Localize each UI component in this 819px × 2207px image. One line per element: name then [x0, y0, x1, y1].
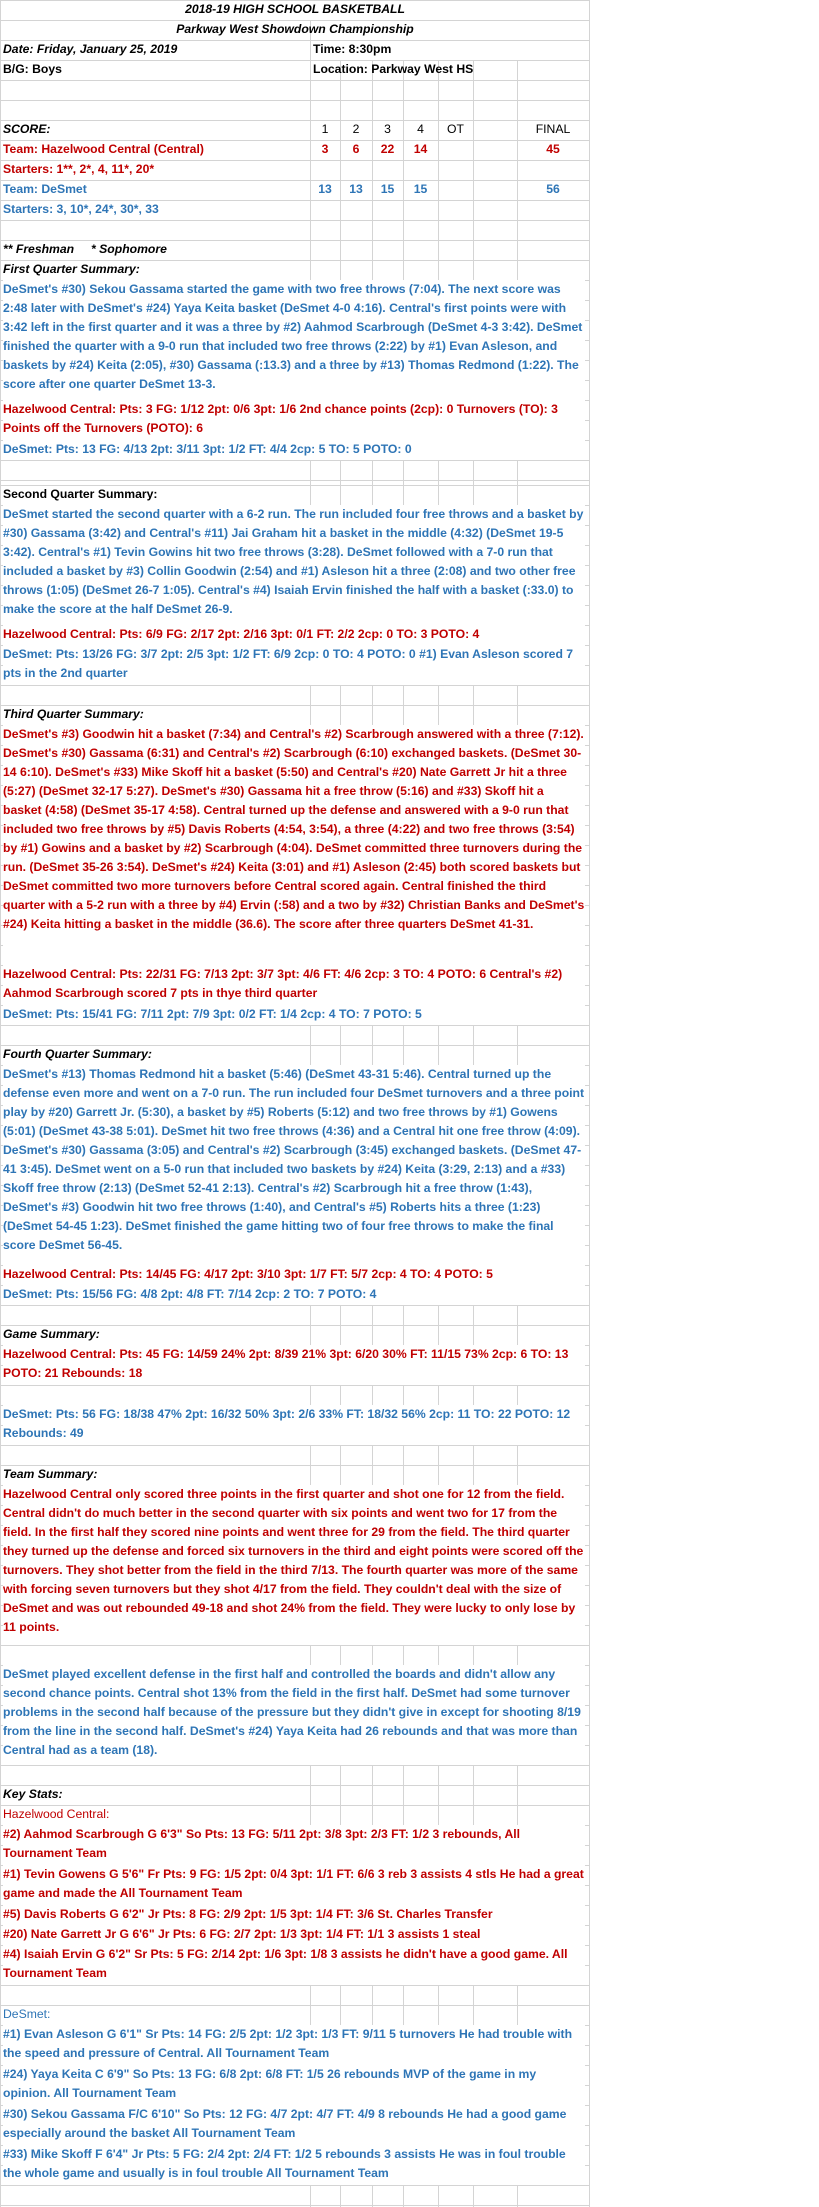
key-desmet-player: #33) Mike Skoff F 6'4" Jr Pts: 5 FG: 2/4 2pt: 2/4 FT: 1/2 5 rebounds 3 assists He was in foul trouble the whole game and usually is in foul trouble All Tournament Team: [3, 2145, 585, 2185]
q3-central-stats: Hazelwood Central: Pts: 22/31 FG: 7/13 2pt: 3/7 3pt: 4/6 FT: 4/6 2cp: 3 TO: 4 POTO: 6 Central's #2) Aahmod Scarbrough scored 7 pts in thye third quarter: [3, 965, 585, 1005]
game-time: Time: 8:30pm: [313, 42, 392, 56]
central-q4: 14: [413, 142, 428, 156]
location: Location: Parkway West HS: [313, 62, 474, 76]
grid-row-line: [0, 1985, 590, 1986]
desmet-final: 56: [546, 182, 560, 196]
team-central-summary: Hazelwood Central only scored three points in the first quarter and shot one for 12 from the field. Central didn't do much better in the second quarter with six points and went two for 17 from the field. In the first half they scored nine points and went three for 29 from the field. The third quarter they turned up the defense and forced six turnovers in the third and eight points were scored off the turnovers. They shot better from the field in the third 7/13. The fourth quarter was more of the same with forcing seven turnovers but they shot 4/17 from the field. They couldn't deal with the size of DeSmet and was out rebounded 49-18 and shot 24% from the field. They were lucky to only lose by 11 points.: [3, 1485, 585, 1645]
desmet-q1: 13: [318, 182, 332, 196]
desmet-q3: 15: [380, 182, 395, 196]
col-q1: 1: [321, 122, 329, 136]
grid-row-line: [0, 100, 590, 101]
q2-desmet-stats: DeSmet: Pts: 13/26 FG: 3/7 2pt: 2/5 3pt: 1/2 FT: 6/9 2cp: 0 TO: 4 POTO: 0 #1) Evan Asleson scored 7 pts in the 2nd quarter: [3, 645, 585, 685]
grid-row-line: [0, 80, 590, 81]
grid-row-line: [0, 1765, 590, 1766]
grid-row-line: [0, 2185, 590, 2186]
grid-line: [589, 0, 590, 2207]
desmet-starters: Starters: 3, 10*, 24*, 30*, 33: [3, 202, 159, 216]
grid-row-line: [0, 480, 590, 481]
grid-row-line: [0, 60, 590, 61]
central-q1: 3: [321, 142, 329, 156]
col-final: FINAL: [535, 122, 571, 136]
grid-line: [0, 0, 1, 2207]
game-title: Game Summary:: [3, 1327, 100, 1341]
team-desmet-name: Team: DeSmet: [3, 182, 87, 196]
grid-row-line: [0, 220, 590, 221]
grid-row-line: [0, 2205, 590, 2206]
gender: B/G: Boys: [3, 62, 62, 76]
key-central-player: #20) Nate Garrett Jr G 6'6" Jr Pts: 6 FG: 2/7 2pt: 1/3 3pt: 1/4 FT: 1/1 3 assists 1 steal: [3, 1925, 585, 1945]
col-q4: 4: [417, 122, 424, 136]
q4-central-stats: Hazelwood Central: Pts: 14/45 FG: 4/17 2pt: 3/10 3pt: 1/7 FT: 5/7 2cp: 4 TO: 4 POTO: 5: [3, 1265, 585, 1285]
key-central-player: #1) Tevin Gowens G 5'6" Fr Pts: 9 FG: 1/5 2pt: 0/4 3pt: 1/1 FT: 6/6 3 reb 3 assists 4 stls He had a great game and made the All Tournament Team: [3, 1865, 585, 1905]
key-desmet-label: DeSmet:: [3, 2007, 51, 2021]
grid-row-line: [0, 1305, 590, 1306]
q3-summary: DeSmet's #3) Goodwin hit a basket (7:34) and Central's #2) Scarbrough answered with a three (7:12). DeSmet's #30) Gassama (6:31) and Central's #2) Scarbrough (6:10) exchanged baskets. (DeSmet 30-14 6:10). DeSmet's #33) Mike Skoff hit a basket (5:50) and Central's #20) Nate Garrett Jr hit a three (5:27) (DeSmet 32-17 5:27). DeSmet's #30) Gassama hit a free throw (5:16) and #33) Skoff hit a basket (4:58) (DeSmet 35-17 4:58). Central turned up the defense and answered with a 9-0 run that included two free throws by #5) Davis Roberts (4:54, 3:54), a three (4:22) and two free throws (3:54) by #1) Gowins and a basket by #2) Scarbrough (4:04). DeSmet committed three turnovers during the run. (DeSmet 35-26 3:54). DeSmet's #24) Keita (3:01) and #1) Asleson (2:45) both scored baskets but DeSmet committed two more turnovers before Central scored again. Central finished the third quarter with a 5-2 run with a three by #4) Ervin (:58) and a two by #32) Christian Banks and DeSmet's #24) Keita hitting a basket in the middle (36.6). The score after three quarters DeSmet 41-31.: [3, 725, 585, 965]
col-q2: 2: [352, 122, 360, 136]
q1-desmet-stats: DeSmet: Pts: 13 FG: 4/13 2pt: 3/11 3pt: 1/2 FT: 4/4 2cp: 5 TO: 5 POTO: 0: [3, 440, 585, 460]
desmet-q2: 13: [349, 182, 363, 196]
q4-summary: DeSmet's #13) Thomas Redmond hit a basket (5:46) (DeSmet 43-31 5:46). Central turned up the defense even more and went on a 7-0 run. The run included four DeSmet turnovers and a three point play by #20) Garrett Jr. (5:30), a basket by #5) Roberts (5:12) and two free throws by #1) Gowens (5:01) (DeSmet 43-38 5:01). DeSmet hit two free throws (4:36) and a Central hit one free throw (4:09). DeSmet's #30) Gassama (3:05) and Central's #2) Scarbrough (3:45) exchanged baskets. (DeSmet 47-41 3:45). DeSmet went on a 5-0 run that included two baskets by #24) Keita (3:29, 2:13) and a #33) Skoff free throw (2:13) (DeSmet 52-41 2:13). Central's #2) Scarbrough hit a free throw (1:43), DeSmet's #3) Goodwin hit two free throws (1:40), and Central's #5) Roberts hits a three (1:23) (DeSmet 54-45 1:23). DeSmet finished the game hitting two of four free throws to make the final score DeSmet 56-45.: [3, 1065, 585, 1265]
q3-desmet-stats: DeSmet: Pts: 15/41 FG: 7/11 2pt: 7/9 3pt: 0/2 FT: 1/4 2cp: 4 TO: 7 POTO: 5: [3, 1005, 585, 1025]
q1-title: First Quarter Summary:: [3, 262, 140, 276]
grid-row-line: [0, 1385, 590, 1386]
central-q2: 6: [352, 142, 360, 156]
key-desmet-player: #1) Evan Asleson G 6'1" Sr Pts: 14 FG: 2/5 2pt: 1/2 3pt: 1/3 FT: 9/11 5 turnovers He had trouble with the speed and pressure of Central. All Tournament Team: [3, 2025, 585, 2065]
q1-central-stats: Hazelwood Central: Pts: 3 FG: 1/12 2pt: 0/6 3pt: 1/6 2nd chance points (2cp): 0 Turnovers (TO): 3 Points off the Turnovers (POTO): 6: [3, 400, 585, 440]
grid-row-line: [0, 120, 590, 121]
grid-row-line: [0, 1445, 590, 1446]
team-title: Team Summary:: [3, 1467, 98, 1481]
key-central-player: #5) Davis Roberts G 6'2" Jr Pts: 8 FG: 2/9 2pt: 1/5 3pt: 1/4 FT: 3/6 St. Charles Transfer: [3, 1905, 585, 1925]
game-date: Date: Friday, January 25, 2019: [3, 42, 178, 56]
game-central-stats: Hazelwood Central: Pts: 45 FG: 14/59 24% 2pt: 8/39 21% 3pt: 6/20 30% FT: 11/15 73% 2cp: 6 TO: 13 POTO: 21 Rebounds: 18: [3, 1345, 585, 1385]
desmet-q4: 15: [413, 182, 428, 196]
q2-title: Second Quarter Summary:: [3, 487, 158, 501]
key-central-player: #4) Isaiah Ervin G 6'2" Sr Pts: 5 FG: 2/14 2pt: 1/6 3pt: 1/8 3 assists he didn't have a good game. All Tournament Team: [3, 1945, 585, 1985]
grid-row-line: [0, 1645, 590, 1646]
q2-summary: DeSmet started the second quarter with a 6-2 run. The run included four free throws and a basket by #30) Gassama (3:42) and Central's #11) Jai Graham hit a basket in the middle (4:32) (DeSmet 19-5 3:42). Central's #1) Tevin Gowins hit two free throws (3:28). DeSmet followed with a 7-0 run that included a basket by #3) Collin Goodwin (2:54) and #1) Asleson hit a three (2:08) and two other free throws (1:05) (DeSmet 26-7 1:05). Central's #4) Isaiah Ervin finished the half with a basket (:33.0) to make the score at the half DeSmet 26-9.: [3, 505, 585, 625]
team-central-name: Team: Hazelwood Central (Central): [3, 142, 204, 156]
grid-row-line: [0, 1025, 590, 1026]
game-desmet-stats: DeSmet: Pts: 56 FG: 18/38 47% 2pt: 16/32 50% 3pt: 2/6 33% FT: 18/32 56% 2cp: 11 TO: 22 POTO: 12 Rebounds: 49: [3, 1405, 585, 1445]
grid-row-line: [0, 685, 590, 686]
grid-row-line: [0, 180, 590, 181]
key-central-player: #2) Aahmod Scarbrough G 6'3" So Pts: 13 FG: 5/11 2pt: 3/8 3pt: 2/3 FT: 1/2 3 rebounds, All Tournament Team: [3, 1825, 585, 1865]
q3-title: Third Quarter Summary:: [3, 707, 144, 721]
grid-row-line: [0, 1785, 590, 1786]
season-title: 2018-19 HIGH SCHOOL BASKETBALL: [185, 2, 405, 16]
q4-desmet-stats: DeSmet: Pts: 15/56 FG: 4/8 2pt: 4/8 FT: 7/14 2cp: 2 TO: 7 POTO: 4: [3, 1285, 585, 1305]
event-title: Parkway West Showdown Championship: [176, 22, 414, 36]
key-title: Key Stats:: [3, 1787, 63, 1801]
legend: ** Freshman * Sophomore: [3, 242, 167, 256]
col-ot: OT: [447, 122, 464, 136]
central-final: 45: [546, 142, 560, 156]
grid-row-line: [0, 2005, 590, 2006]
col-q3: 3: [384, 122, 391, 136]
key-desmet-player: #24) Yaya Keita C 6'9" So Pts: 13 FG: 6/8 2pt: 6/8 FT: 1/5 26 rebounds MVP of the game in my opinion. All Tournament Team: [3, 2065, 585, 2105]
key-central-label: Hazelwood Central:: [3, 1807, 110, 1821]
score-label: SCORE:: [3, 122, 51, 136]
central-q3: 22: [380, 142, 395, 156]
q1-summary: DeSmet's #30) Sekou Gassama started the game with two free throws (7:04). The next score was 2:48 later with DeSmet's #24) Yaya Keita basket (DeSmet 4-0 4:16). Central's first points were with 3:42 left in the first quarter and it was a three by #2) Aahmod Scarbrough (DeSmet 4-3 3:42). DeSmet finished the quarter with a 9-0 run that included two free throws (2:22) by #1) Evan Asleson, and baskets by #24) Keita (2:05), #30) Gassama (:13.3) and a three by #13) Thomas Redmond (1:22). The score after one quarter DeSmet 13-3.: [3, 280, 585, 400]
q4-title: Fourth Quarter Summary:: [3, 1047, 152, 1061]
key-desmet-player: #30) Sekou Gassama F/C 6'10" So Pts: 12 FG: 4/7 2pt: 4/7 FT: 4/9 8 rebounds He had a good game especially around the basket All Tournament Team: [3, 2105, 585, 2145]
q2-central-stats: Hazelwood Central: Pts: 6/9 FG: 2/17 2pt: 2/16 3pt: 0/1 FT: 2/2 2cp: 0 TO: 3 POTO: 4: [3, 625, 585, 645]
team-desmet-summary: DeSmet played excellent defense in the first half and controlled the boards and didn't allow any second chance points. Central shot 13% from the field in the first half. DeSmet had some turnover problems in the second half because of the pressure but they didn't give in except for shooting 8/19 from the line in the second half. DeSmet's #24) Yaya Keita had 26 rebounds and that was more than Central had as a team (18).: [3, 1665, 585, 1765]
grid-row-line: [0, 460, 590, 461]
central-starters: Starters: 1**, 2*, 4, 11*, 20*: [3, 162, 155, 176]
